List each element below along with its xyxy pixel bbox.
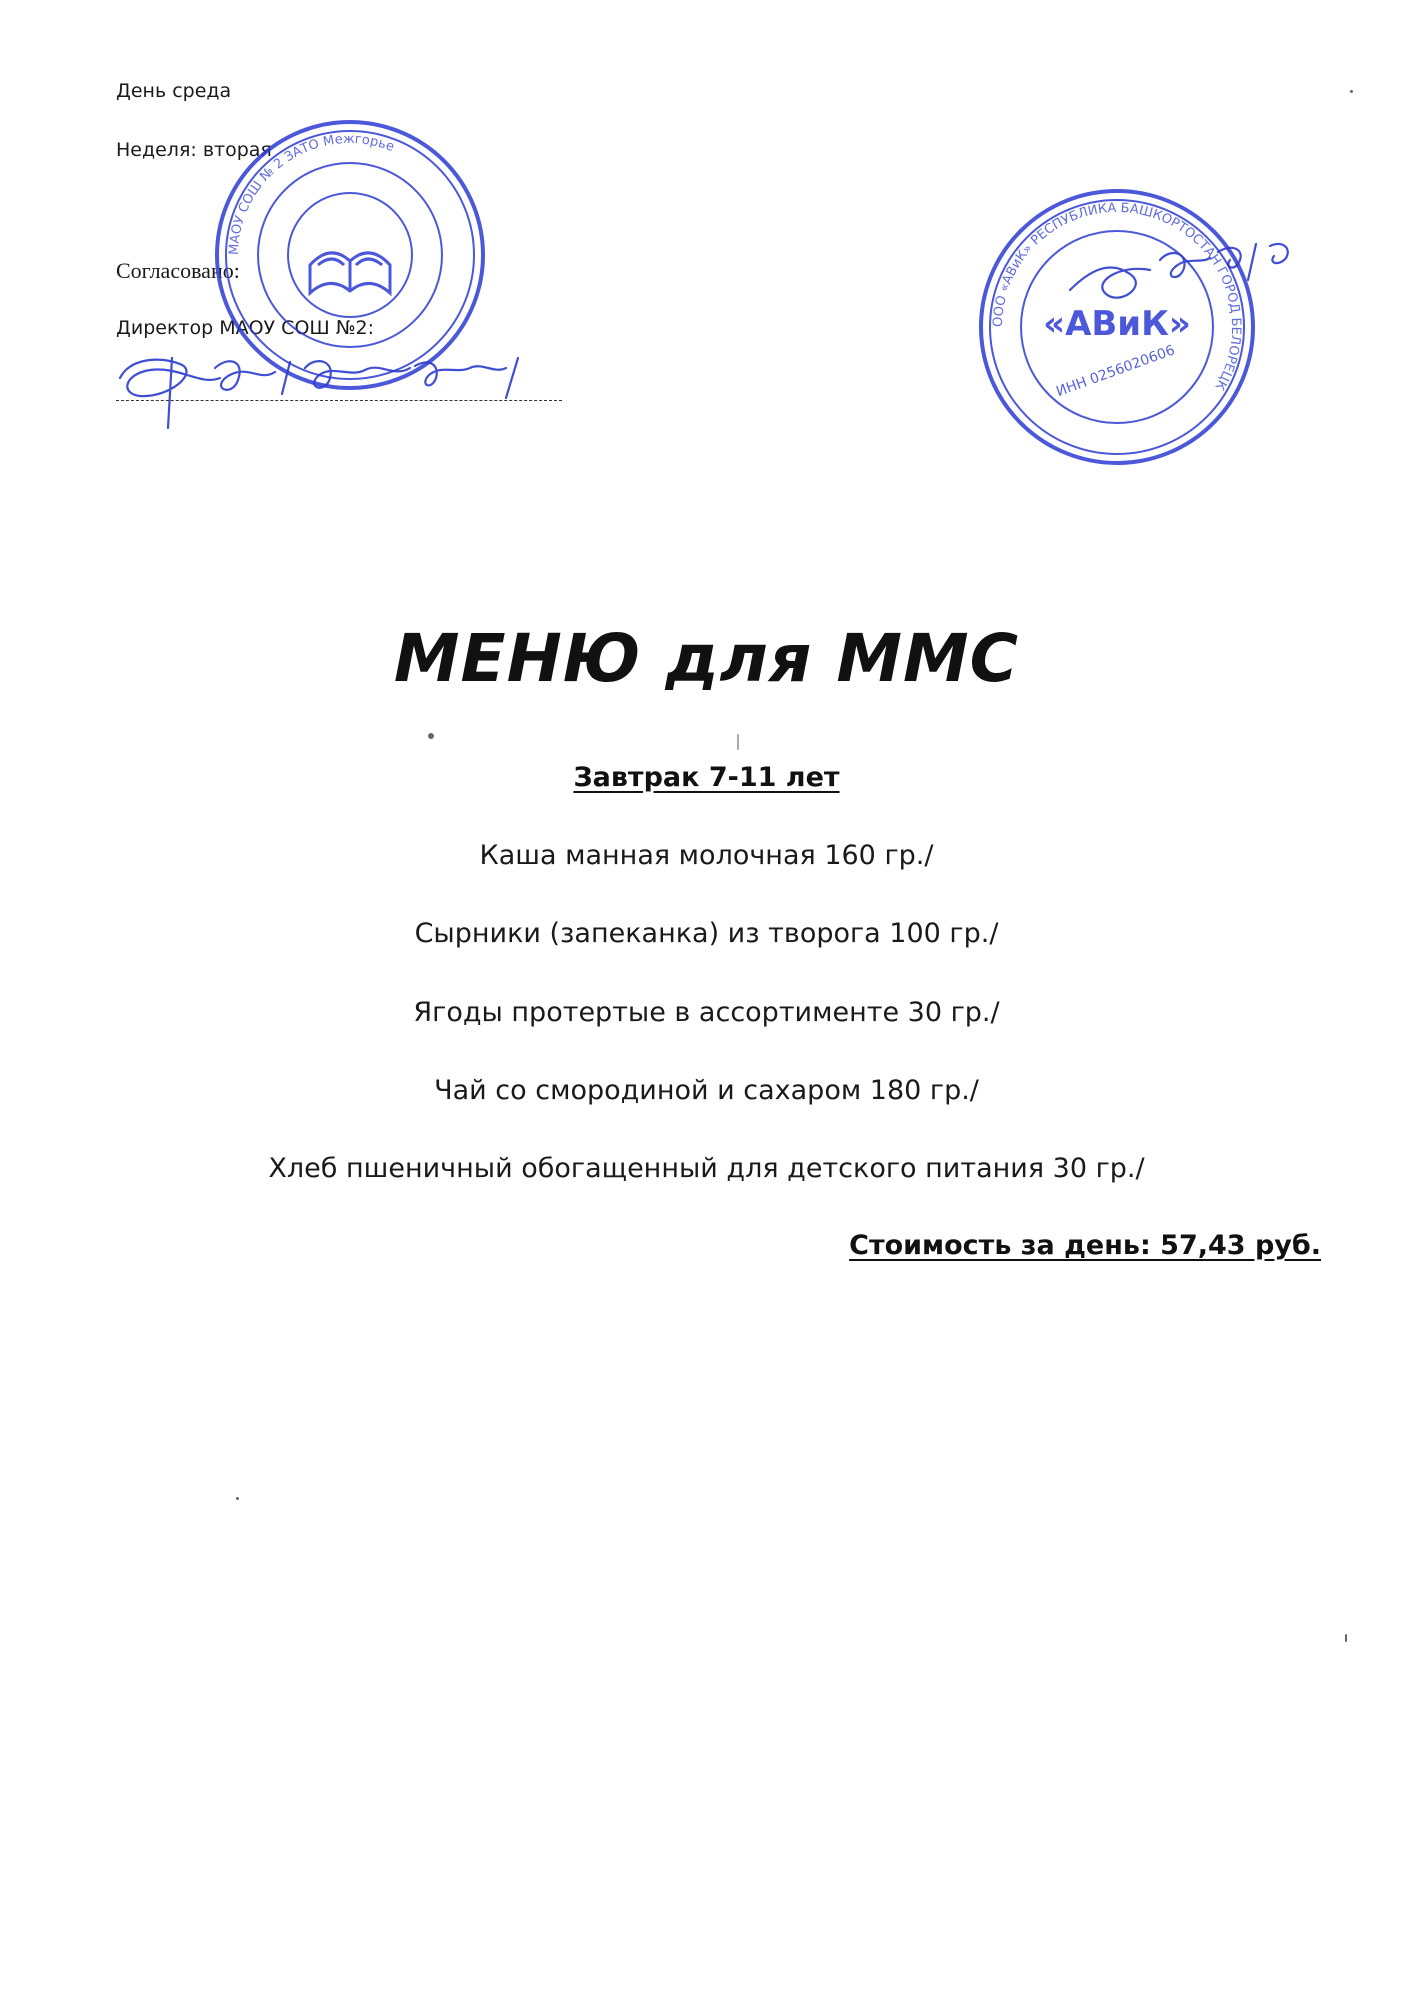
meal-heading — [0, 762, 1413, 793]
scan-speck — [428, 733, 434, 739]
week-label: Неделя: вторая — [116, 139, 272, 161]
daily-cost: Стоимость за день: 57,43 руб. — [849, 1230, 1321, 1261]
school-stamp-ring-text: МАОУ СОШ № 2 ЗАТО Межгорье — [226, 131, 397, 256]
scan-speck — [236, 1497, 239, 1500]
meal-heading-text: Завтрак 7-11 лет — [573, 762, 840, 793]
company-signature — [1060, 230, 1300, 340]
menu-item: Чай со смородиной и сахаром 180 гр./ — [434, 1075, 979, 1106]
menu-item: Хлеб пшеничный обогащенный для детского питания 30 гр./ — [268, 1153, 1145, 1184]
scan-speck — [1350, 90, 1353, 93]
scan-speck — [1345, 1634, 1347, 1642]
page-title: МЕНЮ для ММС — [393, 620, 1020, 697]
agreed-label: Согласовано: — [116, 258, 240, 283]
scan-speck — [737, 734, 739, 750]
director-label: Директор МАОУ СОШ №2: — [116, 317, 375, 339]
director-signature — [110, 338, 540, 438]
menu-item: Каша манная молочная 160 гр./ — [479, 840, 934, 871]
open-book-icon — [310, 253, 390, 293]
day-label: День среда — [116, 80, 232, 102]
company-stamp-ring-text: ООО «АВиК» РЕСПУБЛИКА БАШКОРТОСТАН ГОРОД БЕЛОРЕЦК — [990, 200, 1244, 393]
menu-item: Ягоды протертые в ассортименте 30 гр./ — [413, 997, 1000, 1028]
company-stamp-inn: ИНН 0256020606 — [1054, 342, 1178, 401]
company-stamp-center: «АВиК» — [1043, 304, 1191, 344]
menu-item: Сырники (запеканка) из творога 100 гр./ — [414, 918, 999, 949]
